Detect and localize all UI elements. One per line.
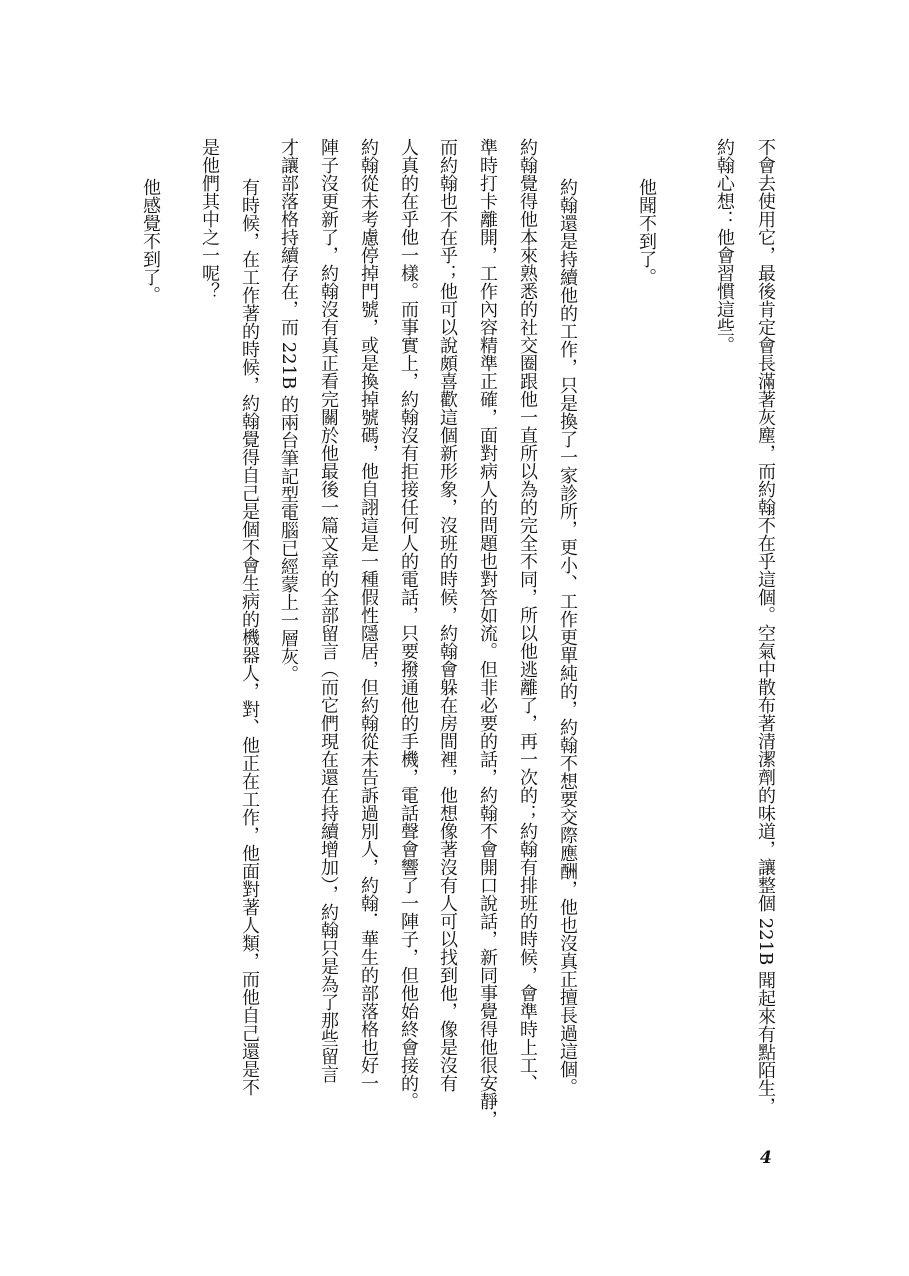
text-column: 陣子沒更新了，約翰沒有真正看完關於他最後一篇文章的全部留言（而它們現在還在持續增加），約翰只是為了那些留言 bbox=[318, 138, 339, 1083]
text-column: 人真的在乎他一樣。而事實上，約翰沒有拒接任何人的電話，只要撥通他的手機，電話聲會響了一陣子，但他始終會接的。 bbox=[398, 138, 419, 1110]
text-column: 約翰覺得他本來熟悉的社交圈跟他一直所以為的完全不同，所以他逃離了，再一次的；約翰有排班的時候，會準時上工、 bbox=[517, 138, 538, 1092]
text-column: 約翰還是持續他的工作，只是換了一家診所，更小、工作更單純的，約翰不想要交際應酬，他也沒真正擅長過這個。 bbox=[557, 178, 578, 1096]
text-column: 他感覺不到了。 bbox=[140, 178, 161, 304]
text-column: 而約翰也不在乎；他可以說頗喜歡這個新形象，沒班的時候，約翰會躲在房間裡，他想像著沒有人可以找到他，像是沒有 bbox=[437, 138, 458, 1092]
text-column: 有時候，在工作著的時候，約翰覺得自己是個不會生病的機器人，對、他正在工作，他面對著人類，而他自己還是不 bbox=[239, 178, 260, 1096]
text-column: 是他們其中之一呢？ bbox=[199, 138, 220, 300]
page-number: 4 bbox=[760, 1148, 772, 1168]
text-column: 不會去使用它，最後肯定會長滿著灰塵，而約翰不在乎這個。空氣中散布著清潔劑的味道，讓整個 221B 聞起來有點陌生， bbox=[755, 138, 776, 1116]
text-column: 才讓部落格持續存在，而 221B 的兩台筆記型電腦已經蒙上一層灰。 bbox=[278, 138, 299, 684]
text-column: 約翰從未考慮停掉門號，或是換掉號碼，他自詡這是一種假性隱居，但約翰從未告訴過別人，約翰．華生的部落格也好一 bbox=[358, 138, 379, 1092]
text-column: 他聞不到了。 bbox=[636, 178, 657, 286]
text-column: 約翰心想：他會習慣這些。 bbox=[714, 138, 735, 354]
text-column: 準時打卡離開，工作內容精準正確，面對病人的問題也對答如流。但非必要的話，約翰不會開口說話，新同事覺得他很安靜， bbox=[477, 138, 498, 1128]
